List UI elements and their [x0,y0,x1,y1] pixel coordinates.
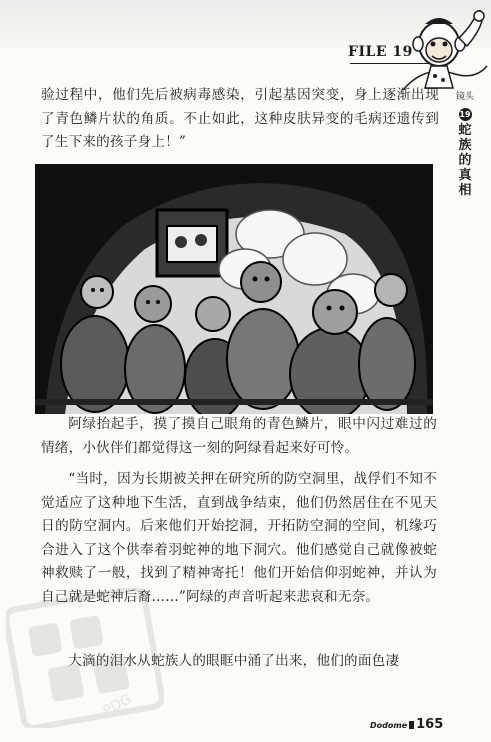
chapter-prefix: 镜头 [455,92,474,102]
paragraph-3: “当时，因为长期被关押在研究所的防空洞里，战俘们不知不觉适应了这种地下生活，直到战争结束，他们仍然居住在不见天日的防空洞内。后来他们开始挖洞，开拓防空洞的空间，机缘巧合进入了这个供奉着羽蛇神的地下洞穴。他们感觉自己就像被蛇神救赎了一般，找到了精神寄托！他们开始信仰羽蛇神，并认为自己就是蛇神后裔……”阿绿的声音听起来悲哀和无奈。 [41,471,437,605]
footer-separator [409,721,414,729]
chapter-tab [452,92,478,198]
paragraph-2: 阿绿抬起手，摸了摸自己眼角的青色鳞片，眼中闪过难过的情绪，小伙伴们都觉得这一刻的阿绿看起来好可怜。 [41,416,437,456]
page-footer [370,713,443,732]
monkey-mascot-icon [395,4,491,96]
chapter-number-badge: 19 [459,110,471,119]
page-number: 165 [416,717,444,732]
paragraph-1: 验过程中，他们先后被病毒感染，引起基因突变，身上逐渐出现了青色鳞片状的角质。不止如此，这种皮肤异变的毛病还遗传到了生下来的孩子身上！” [41,87,439,150]
file-label: FILE 19 [348,44,413,60]
chapter-title: 蛇族的真相 [458,123,472,198]
watermark-text: PDG [100,691,135,720]
footer-brand: Dodome [370,721,408,730]
cave-illustration [35,164,433,414]
paragraph-4: 大滴的泪水从蛇族人的眼眶中涌了出来，他们的面色凄 [68,653,400,669]
